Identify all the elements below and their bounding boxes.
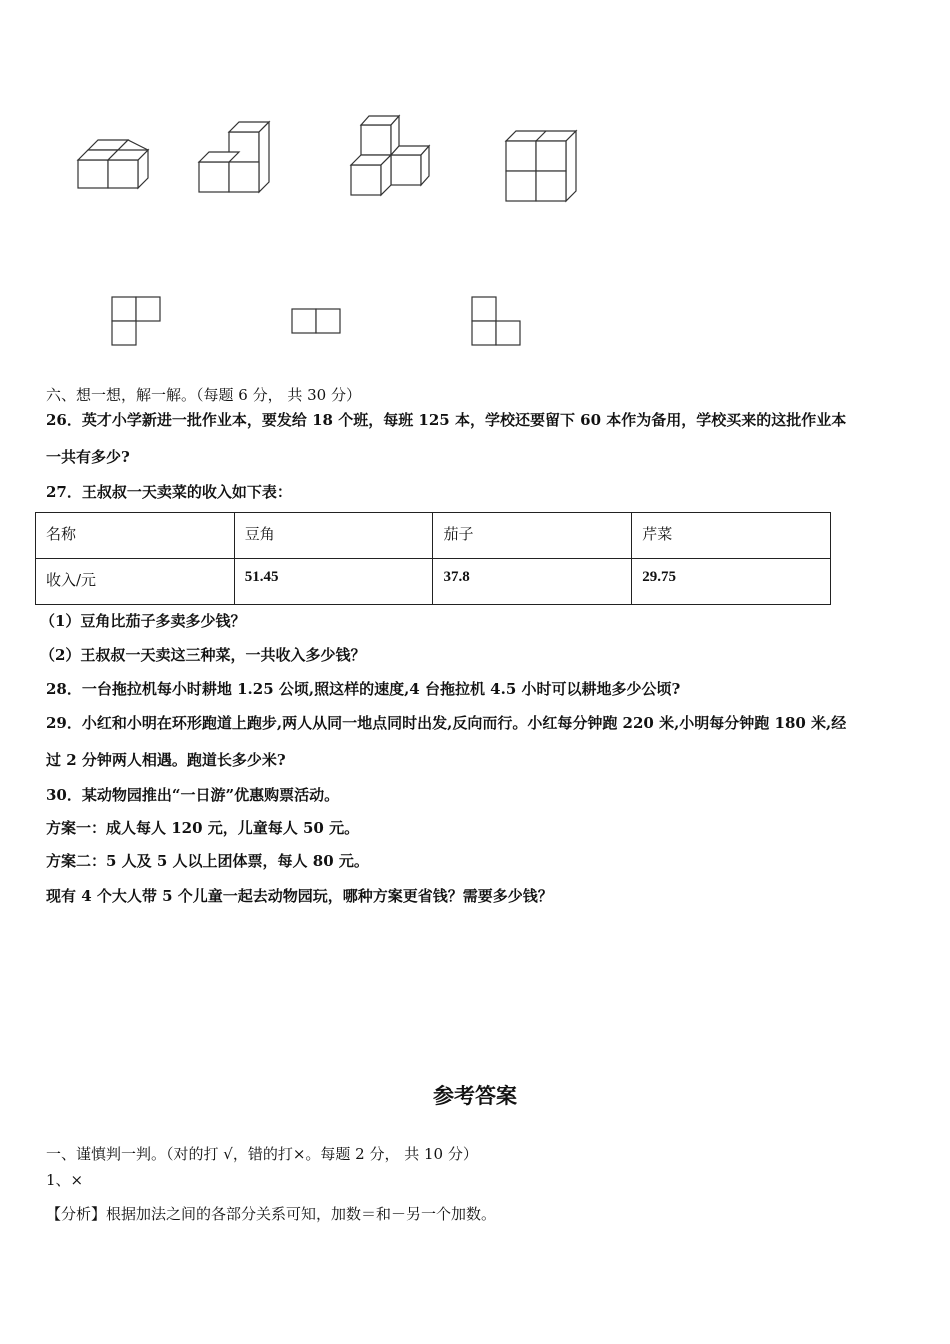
answer-1-analysis: 【分析】根据加法之间的各部分关系可知，加数＝和－另一个加数。 [46, 1205, 497, 1223]
table-cell: 37.8 [433, 559, 632, 605]
question-27-sub2: （2）王叔叔一天卖这三种菜，一共收入多少钱？ [40, 646, 366, 664]
cube-figure-2 [192, 115, 277, 200]
question-29-line1: 29．小红和小明在环形跑道上跑步,两人从同一地点同时出发,反向而行。小红每分钟跑 220 米,小明每分钟跑 180 米,经 [46, 714, 847, 732]
view-figure-2 [291, 308, 343, 336]
question-30-plan1: 方案一：成人每人 120 元，儿童每人 50 元。 [46, 819, 360, 837]
table-header-cell: 豆角 [234, 513, 433, 559]
question-30-question: 现有 4 个大人带 5 个儿童一起去动物园玩，哪种方案更省钱？需要多少钱？ [46, 887, 553, 905]
answers-section-heading-1: 一、谨慎判一判。（对的打 √，错的打×。每题 2 分， 共 10 分） [46, 1145, 478, 1163]
section-heading-6: 六、想一想，解一解。（每题 6 分， 共 30 分） [46, 386, 361, 404]
cube-figure-4 [498, 125, 583, 205]
table-header-cell: 芹菜 [632, 513, 831, 559]
income-table [35, 512, 831, 605]
answer-1: 1、× [46, 1171, 84, 1189]
table-header-cell: 茄子 [433, 513, 632, 559]
question-27-sub1: （1）豆角比茄子多卖多少钱？ [40, 612, 246, 630]
table-header-cell: 名称 [36, 513, 235, 559]
question-29-line2: 过 2 分钟两人相遇。跑道长多少米? [46, 751, 286, 769]
question-26-line1: 26．英才小学新进一批作业本，要发给 18 个班，每班 125 本，学校还要留下 60 本作为备用，学校买来的这批作业本 [46, 411, 847, 429]
table-cell: 29.75 [632, 559, 831, 605]
view-figure-1 [111, 296, 163, 348]
view-figure-3 [471, 296, 523, 348]
question-27-intro: 27．王叔叔一天卖菜的收入如下表： [46, 483, 292, 501]
table-cell: 51.45 [234, 559, 433, 605]
answers-title: 参考答案 [433, 1083, 517, 1108]
table-cell: 收入/元 [36, 559, 235, 605]
question-30-plan2: 方案二：5 人及 5 人以上团体票，每人 80 元。 [46, 852, 369, 870]
question-26-line2: 一共有多少? [46, 448, 130, 466]
question-30-intro: 30．某动物园推出“一日游”优惠购票活动。 [46, 786, 340, 804]
table-row [36, 559, 831, 605]
question-28: 28．一台拖拉机每小时耕地 1.25 公顷,照这样的速度,4 台拖拉机 4.5 小时可以耕地多少公顷? [46, 680, 681, 698]
table-row [36, 513, 831, 559]
cube-figure-3 [345, 110, 440, 200]
cube-figure-1 [70, 130, 160, 200]
